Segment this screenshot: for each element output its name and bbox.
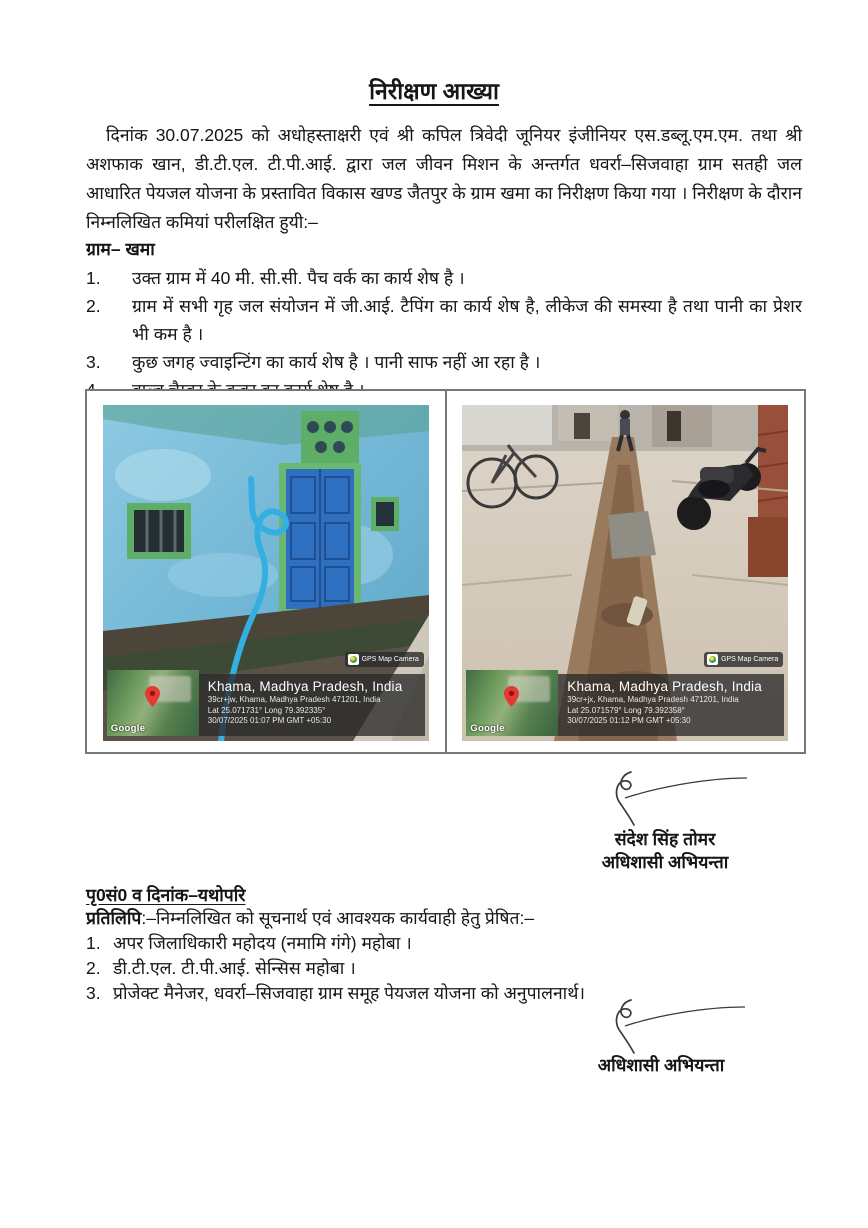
list-item <box>86 956 804 980</box>
gps-overlay <box>466 670 784 736</box>
map-pin-icon <box>504 686 519 707</box>
gps-datetime: 30/07/2025 01:07 PM GMT +05:30 <box>207 716 332 725</box>
photo-cell-left <box>87 391 447 752</box>
photo-road-trench <box>462 405 788 741</box>
footer-section <box>86 884 804 1005</box>
list-item <box>86 292 802 348</box>
gps-latlong: Lat 25.071731° Long 79.392335° <box>207 705 326 715</box>
gps-badge-label: GPS Map Camera <box>721 656 779 663</box>
signature-block-bottom <box>552 998 770 1077</box>
item-number: 2. <box>86 296 101 316</box>
item-number: 3. <box>86 983 101 1003</box>
copy-text: :–निम्नलिखित को सूचनार्थ एवं आवश्यक कार्यवाही हेतु प्रेषित:– <box>141 908 535 928</box>
signatory-name: संदेश सिंह तोमर <box>614 829 716 849</box>
item-number: 1. <box>86 268 101 288</box>
google-logo: Google <box>470 723 505 734</box>
signature-mark <box>575 768 755 830</box>
gps-latlong: Lat 25.071579° Long 79.392358° <box>567 705 685 715</box>
gps-address: 39cr+jx, Khama, Madhya Pradesh 471201, India <box>567 695 739 704</box>
copy-label: प्रतिलिपि <box>86 908 142 928</box>
signatory-designation: अधिशासी अभियन्ता <box>597 1055 725 1075</box>
gps-address: 39cr+jw, Khama, Madhya Pradesh 471201, India <box>207 695 381 704</box>
gps-datetime: 30/07/2025 01:12 PM GMT +05:30 <box>567 716 691 725</box>
item-number: 3. <box>86 352 101 372</box>
photo-house-wall <box>103 405 429 741</box>
map-thumbnail <box>107 670 199 736</box>
gps-map-camera-badge <box>345 652 424 667</box>
list-item <box>86 931 804 955</box>
signature-block-executive-engineer <box>556 768 774 874</box>
gps-badge-label: GPS Map Camera <box>361 656 419 663</box>
map-thumbnail <box>466 670 558 736</box>
gps-location-title: Khama, Madhya Pradesh, India <box>567 679 762 694</box>
item-number: 2. <box>86 958 101 978</box>
item-text: डी.टी.एल. टी.पी.आई. सेन्सिस महोबा । <box>113 958 356 978</box>
reference-line: पृ0सं0 व दिनांक–यथोपरि <box>86 885 246 905</box>
google-logo: Google <box>110 723 146 734</box>
list-item <box>86 348 802 376</box>
village-section <box>86 237 802 404</box>
item-text: ग्राम में सभी गृह जल संयोजन में जी.आई. टैपिंग का कार्य शेष है, लीकेज की समस्या है तथा पानी का प्रेशर भी कम है । <box>132 296 802 344</box>
gps-overlay <box>107 670 425 736</box>
signature-mark <box>571 998 751 1056</box>
photo-cell-right <box>447 391 805 752</box>
list-item <box>86 264 802 292</box>
gps-map-camera-icon <box>707 654 718 665</box>
item-text: प्रोजेक्ट मैनेजर, धवर्रा–सिजवाहा ग्राम समूह पेयजल योजना को अनुपालनार्थ। <box>113 983 586 1003</box>
gps-info-panel <box>558 674 784 736</box>
gps-map-camera-icon <box>348 654 359 665</box>
copy-line <box>86 907 804 930</box>
intro-paragraph: दिनांक 30.07.2025 को अधोहस्ताक्षरी एवं श्री कपिल त्रिवेदी जूनियर इंजीनियर एस.डब्लू.एम.एम. तथा श्री अशफाक खान, डी.टी.एल. टी.पी.आई. द्वारा जल जीवन मिशन के अन्तर्गत धवर्रा–सिजवाहा ग्राम सतही जल आधारित पेयजल योजना के प्रस्तावित विकास खण्ड जैतपुर के ग्राम खमा का निरीक्षण किया गया । निरीक्षण के दौरान निम्नलिखित कमियां परीलक्षित हुयी:– <box>86 125 802 232</box>
village-heading: ग्राम– खमा <box>86 239 155 259</box>
signatory-designation: अधिशासी अभियन्ता <box>601 852 729 872</box>
photo-table <box>85 389 806 754</box>
gps-location-title: Khama, Madhya Pradesh, India <box>207 679 403 694</box>
item-text: अपर जिलाधिकारी महोदय (नमामि गंगे) महोबा । <box>113 933 412 953</box>
item-number: 1. <box>86 933 101 953</box>
gps-info-panel <box>199 674 425 736</box>
item-text: कुछ जगह ज्वाइन्टिंग का कार्य शेष है । पानी साफ नहीं आ रहा है । <box>132 352 541 372</box>
map-pin-icon <box>145 686 160 707</box>
gps-map-camera-badge <box>704 652 783 667</box>
item-text: उक्त ग्राम में 40 मी. सी.सी. पैच वर्क का कार्य शेष है । <box>132 268 465 288</box>
page-title: निरीक्षण आख्या <box>369 78 499 104</box>
